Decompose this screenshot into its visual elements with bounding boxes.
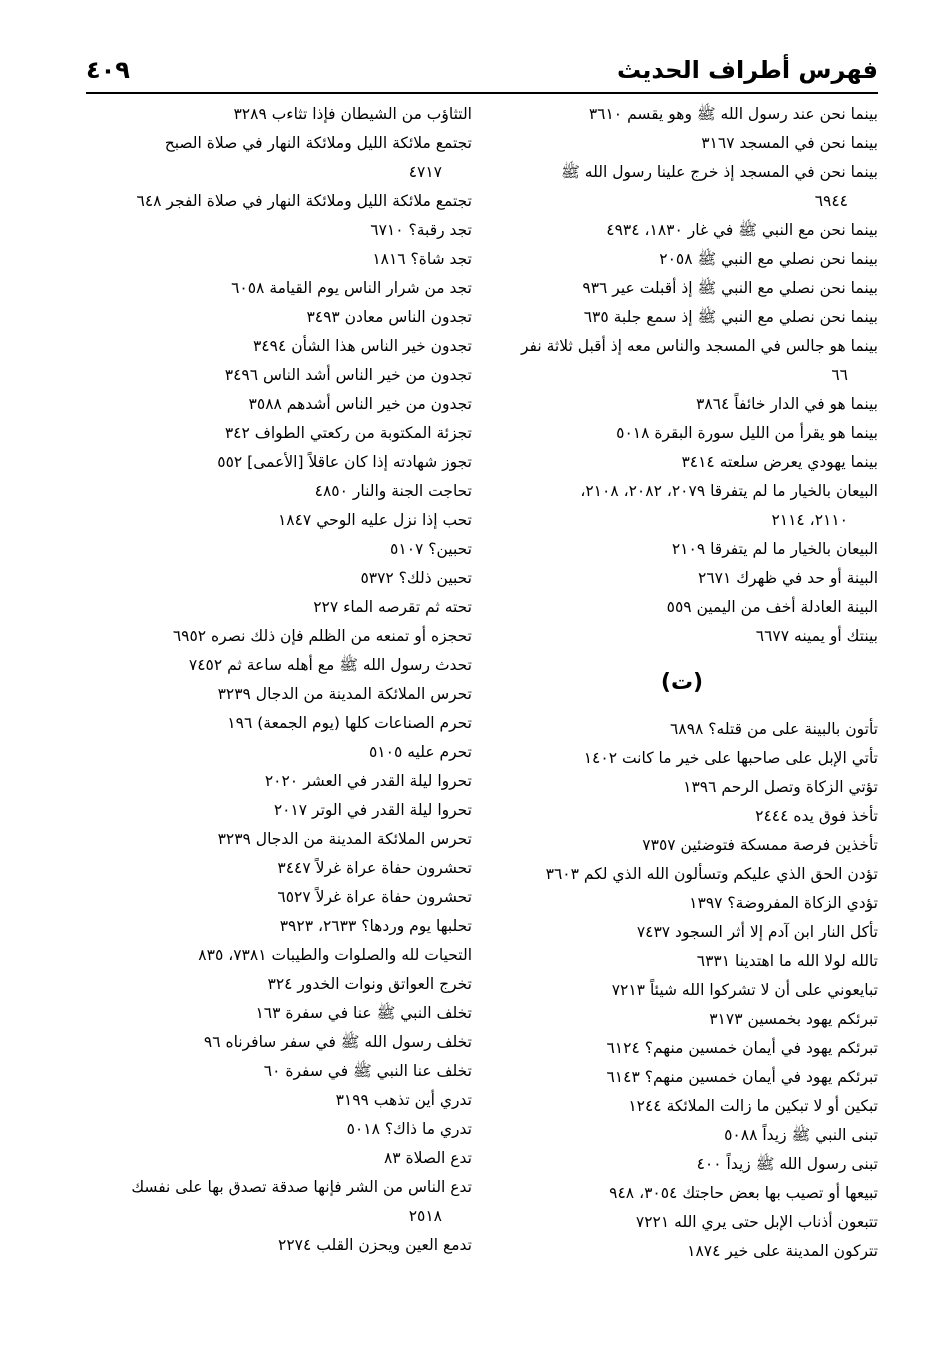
entry-text: تحته ثم تقرصه الماء ٢٢٧ xyxy=(313,598,472,616)
entry-text: تدع الصلاة ٨٣ xyxy=(383,1149,472,1167)
index-entry xyxy=(486,332,878,390)
entry-text: تبكين أو لا تبكين ما زالت الملائكة ١٢٤٤ xyxy=(628,1097,878,1115)
entry-text: تحشرون حفاة عراة غرلاً ٦٥٢٧ xyxy=(277,888,472,906)
index-entry xyxy=(80,912,472,941)
entry-text: تبرئكم يهود بخمسين ٣١٧٣ xyxy=(709,1010,878,1028)
entry-text: تبرئكم يهود في أيمان خمسين منهم؟ ٦١٤٣ xyxy=(606,1068,878,1086)
entry-continuation: ٢١١٠، ٢١١٤ xyxy=(771,511,848,529)
section-heading: (ت) xyxy=(660,670,704,695)
index-entry xyxy=(80,1057,472,1086)
index-entry xyxy=(486,216,878,245)
index-entry xyxy=(486,419,878,448)
index-entry xyxy=(80,361,472,390)
index-entry xyxy=(486,1034,878,1063)
index-entry xyxy=(80,129,472,187)
index-entry xyxy=(486,100,878,129)
entry-continuation: ٦٩٤٤ xyxy=(814,192,848,210)
index-entry xyxy=(80,564,472,593)
index-entry xyxy=(486,715,878,744)
index-entry xyxy=(80,651,472,680)
entry-continuation: ٢٥١٨ xyxy=(408,1207,442,1225)
entry-text: تدع الناس من الشر فإنها صدقة تصدق بها على نفسك xyxy=(131,1178,472,1196)
index-entry xyxy=(80,709,472,738)
entry-text: تحروا ليلة القدر في الوتر ٢٠١٧ xyxy=(273,801,472,819)
index-entry xyxy=(80,448,472,477)
index-entry xyxy=(80,999,472,1028)
entry-text: تحب إذا نزل عليه الوحي ١٨٤٧ xyxy=(277,511,472,529)
index-entry xyxy=(486,129,878,158)
entry-text: بينما يهودي يعرض سلعته ٣٤١٤ xyxy=(681,453,878,471)
index-entry xyxy=(486,1237,878,1266)
index-entry xyxy=(80,216,472,245)
entry-text: بينما هو جالس في المسجد والناس معه إذ أقبل ثلاثة نفر xyxy=(520,337,878,355)
page-header xyxy=(86,52,878,94)
entry-text: تخرج العواتق ونوات الخدور ٣٢٤ xyxy=(267,975,472,993)
entry-text: تجتمع ملائكة الليل وملائكة النهار في صلاة الصبح xyxy=(164,134,472,152)
index-entry xyxy=(80,825,472,854)
index-entry xyxy=(486,773,878,802)
entry-text: تحدث رسول الله ﷺ مع أهله ساعة ثم ٧٤٥٢ xyxy=(188,656,472,674)
entry-text: تحبين؟ ٥١٠٧ xyxy=(390,540,472,558)
entry-text: بينتك أو يمينه ٦٦٧٧ xyxy=(755,627,878,645)
entry-text: تتركون المدينة على خير ١٨٧٤ xyxy=(687,1242,878,1260)
index-entry xyxy=(80,274,472,303)
index-entry xyxy=(486,1092,878,1121)
index-entry xyxy=(80,419,472,448)
index-entry xyxy=(486,947,878,976)
index-entry xyxy=(486,802,878,831)
entry-text: تحشرون حفاة عراة غرلاً ٣٤٤٧ xyxy=(277,859,472,877)
index-entry xyxy=(486,1005,878,1034)
index-entry xyxy=(486,1063,878,1092)
index-entry xyxy=(80,187,472,216)
entry-text: تأتي الإبل على صاحبها على خير ما كانت ١٤٠٢ xyxy=(583,749,878,767)
index-entry xyxy=(80,332,472,361)
entry-text: تحروا ليلة القدر في العشر ٢٠٢٠ xyxy=(264,772,472,790)
index-entry xyxy=(486,390,878,419)
index-entry xyxy=(486,564,878,593)
index-entry xyxy=(80,100,472,129)
entry-text: بينما نحن نصلي مع النبي ﷺ إذ سمع جلبة ٦٣٥ xyxy=(583,308,878,326)
entry-text: البينة أو حد في ظهرك ٢٦٧١ xyxy=(698,569,878,587)
entry-text: تحاجت الجنة والنار ٤٨٥٠ xyxy=(314,482,472,500)
left-entries xyxy=(80,100,472,1260)
index-entry xyxy=(80,1086,472,1115)
index-entry xyxy=(80,680,472,709)
entry-text: تبرئكم يهود في أيمان خمسين منهم؟ ٦١٢٤ xyxy=(606,1039,878,1057)
index-entry xyxy=(80,477,472,506)
entry-text: تأخذين فرصة ممسكة فتوضئين ٧٣٥٧ xyxy=(642,836,878,854)
index-entry xyxy=(80,390,472,419)
page-title: فهرس أطراف الحديث xyxy=(617,56,878,84)
index-entry xyxy=(80,1231,472,1260)
index-entry xyxy=(80,535,472,564)
entry-text: تدمع العين ويحزن القلب ٢٢٧٤ xyxy=(278,1236,472,1254)
index-entry xyxy=(486,158,878,216)
index-entry xyxy=(486,1150,878,1179)
entry-text: بينما نحن في المسجد إذ خرج علينا رسول الله ﷺ xyxy=(561,163,878,181)
index-entry xyxy=(486,477,878,535)
entry-text: تجدون من خير الناس أشدهم ٣٥٨٨ xyxy=(248,395,472,413)
index-entry xyxy=(486,593,878,622)
entry-text: تؤدي الزكاة المفروضة؟ ١٣٩٧ xyxy=(689,894,878,912)
index-entry xyxy=(486,889,878,918)
entry-text: بينما نحن عند رسول الله ﷺ وهو يقسم ٣٦١٠ xyxy=(588,105,878,123)
page-number: ٤٠٩ xyxy=(86,56,130,84)
entries-after-section xyxy=(486,715,878,1266)
entries-before-section xyxy=(486,100,878,651)
entry-text: تجزئة المكتوبة من ركعتي الطواف ٣٤٢ xyxy=(224,424,472,442)
entry-text: تتبعون أذناب الإبل حتى يري الله ٧٢٢١ xyxy=(635,1213,878,1231)
index-entry xyxy=(80,767,472,796)
entry-text: التثاؤب من الشيطان فإذا تثاءب ٣٢٨٩ xyxy=(233,105,472,123)
entry-text: تحجزه أو تمنعه من الظلم فإن ذلك نصره ٦٩٥٢ xyxy=(172,627,472,645)
entry-text: بينما نحن نصلي مع النبي ﷺ إذ أقبلت عير ٩٣٦ xyxy=(582,279,878,297)
entry-text: تأكل النار ابن آدم إلا أثر السجود ٧٤٣٧ xyxy=(636,923,878,941)
entry-text: تجد رقبة؟ ٦٧١٠ xyxy=(370,221,472,239)
index-entry xyxy=(80,245,472,274)
left-column xyxy=(80,100,472,1260)
entry-text: تجد من شرار الناس يوم القيامة ٦٠٥٨ xyxy=(231,279,472,297)
index-entry xyxy=(80,970,472,999)
index-entry xyxy=(486,303,878,332)
index-entry xyxy=(486,1179,878,1208)
index-entry xyxy=(80,593,472,622)
entry-text: تبنى النبي ﷺ زيداً ٥٠٨٨ xyxy=(724,1126,878,1144)
index-entry xyxy=(80,1028,472,1057)
entry-text: تحرس الملائكة المدينة من الدجال ٣٢٣٩ xyxy=(217,685,472,703)
entry-text: تحرم عليه ٥١٠٥ xyxy=(368,743,472,761)
entry-text: تدري أين تذهب ٣١٩٩ xyxy=(335,1091,472,1109)
index-entry xyxy=(80,796,472,825)
entry-text: تجتمع ملائكة الليل وملائكة النهار في صلاة الفجر ٦٤٨ xyxy=(136,192,472,210)
right-column xyxy=(486,100,878,1266)
entry-text: تدري ما ذاك؟ ٥٠١٨ xyxy=(346,1120,472,1138)
entry-text: تؤتي الزكاة وتصل الرحم ١٣٩٦ xyxy=(683,778,878,796)
index-entry xyxy=(486,535,878,564)
entry-text: تخلف النبي ﷺ عنا في سفرة ١٦٣ xyxy=(255,1004,472,1022)
entry-text: تجدون خير الناس هذا الشأن ٣٤٩٤ xyxy=(252,337,472,355)
entry-text: بينما نحن في المسجد ٣١٦٧ xyxy=(701,134,878,152)
entry-text: تؤدن الحق الذي عليكم وتسألون الله الذي لكم ٣٦٠٣ xyxy=(545,865,878,883)
entry-text: تأخذ فوق يده ٢٤٤٤ xyxy=(755,807,878,825)
entry-text: تبيعها أو تصيب بها بعض حاجتك ٣٠٥٤، ٩٤٨ xyxy=(609,1184,878,1202)
entry-text: تحلبها يوم وردها؟ ٢٦٣٣، ٣٩٢٣ xyxy=(279,917,472,935)
index-entry xyxy=(486,1121,878,1150)
entry-text: بينما نحن مع النبي ﷺ في غار ١٨٣٠، ٤٩٣٤ xyxy=(606,221,878,239)
entry-continuation: ٦٦ xyxy=(831,366,848,384)
entry-text: تخلف عنا النبي ﷺ في سفرة ٦٠ xyxy=(263,1062,472,1080)
index-entry xyxy=(80,883,472,912)
index-entry xyxy=(486,918,878,947)
index-entry xyxy=(486,831,878,860)
entry-text: تالله لولا الله ما اهتدينا ٦٣٣١ xyxy=(696,952,878,970)
index-entry xyxy=(486,860,878,889)
entry-text: تحبين ذلك؟ ٥٣٧٢ xyxy=(360,569,472,587)
index-entry xyxy=(80,303,472,332)
index-entry xyxy=(80,1173,472,1231)
entry-text: البيعان بالخيار ما لم يتفرقا ٢١٠٩ xyxy=(671,540,878,558)
index-entry xyxy=(486,622,878,651)
entry-text: تخلف رسول الله ﷺ في سفر سافرناه ٩٦ xyxy=(203,1033,472,1051)
index-entry xyxy=(486,976,878,1005)
index-entry xyxy=(486,744,878,773)
entry-text: بينما هو في الدار خائفاً ٣٨٦٤ xyxy=(696,395,878,413)
index-entry xyxy=(486,245,878,274)
index-entry xyxy=(80,1144,472,1173)
index-entry xyxy=(486,448,878,477)
entry-text: تحرس الملائكة المدينة من الدجال ٣٢٣٩ xyxy=(217,830,472,848)
entry-text: بينما نحن نصلي مع النبي ﷺ ٢٠٥٨ xyxy=(659,250,878,268)
entry-text: تحرم الصناعات كلها (يوم الجمعة) ١٩٦ xyxy=(227,714,472,732)
index-entry xyxy=(486,1208,878,1237)
entry-text: تجد شاة؟ ١٨١٦ xyxy=(372,250,472,268)
index-entry xyxy=(80,622,472,651)
entry-text: تجدون من خير الناس أشد الناس ٣٤٩٦ xyxy=(224,366,472,384)
index-entry xyxy=(80,506,472,535)
entry-text: بينما هو يقرأ من الليل سورة البقرة ٥٠١٨ xyxy=(616,424,878,442)
index-entry xyxy=(486,274,878,303)
entry-text: التحيات لله والصلوات والطيبات ٧٣٨١، ٨٣٥ xyxy=(198,946,472,964)
entry-text: البينة العادلة أخف من اليمين ٥٥٩ xyxy=(666,598,878,616)
index-entry xyxy=(80,941,472,970)
entry-text: تجدون الناس معادن ٣٤٩٣ xyxy=(306,308,472,326)
entry-text: تجوز شهادته إذا كان عاقلاً [الأعمى] ٥٥٢ xyxy=(217,453,472,471)
entry-text: تأتون بالبينة على من قتله؟ ٦٨٩٨ xyxy=(670,720,878,738)
index-entry xyxy=(80,854,472,883)
entry-text: تبايعوني على أن لا تشركوا الله شيئاً ٧٢١٣ xyxy=(611,981,878,999)
entry-text: تبنى رسول الله ﷺ زيداً ٤٠٠ xyxy=(696,1155,878,1173)
entry-continuation: ٤٧١٧ xyxy=(408,163,442,181)
index-entry xyxy=(80,1115,472,1144)
index-entry xyxy=(80,738,472,767)
entry-text: البيعان بالخيار ما لم يتفرقا ٢٠٧٩، ٢٠٨٢، ٢١٠٨، xyxy=(580,482,878,500)
